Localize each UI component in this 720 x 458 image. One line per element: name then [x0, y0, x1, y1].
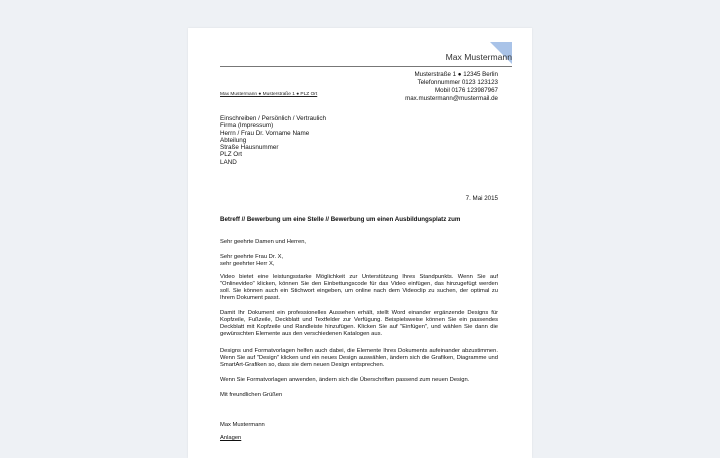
letter-date: 7. Mai 2015	[465, 195, 498, 202]
letter-subject: Betreff // Bewerbung um eine Stelle // Bewerbung um einen Ausbildungsplatz zum	[220, 216, 461, 223]
sender-name: Max Mustermann	[445, 52, 512, 62]
letter-page	[188, 28, 532, 458]
closing: Mit freundlichen Grüßen	[220, 392, 283, 398]
paragraph-word-design: Damit Ihr Dokument ein professionelles Aussehen erhält, stellt Word einander ergänzende Designs für Kopfzeile, Fußzeile, Deckblatt und Textfelder zur Verfügung. Beispielsweise können Sie ein passendes Deckblatt mit Kopfzeile und Randleiste hinzufügen. Klicken Sie auf "Einfügen", und wählen Sie dann die gewünschten Elemente aus den verschiedenen Katalogen aus.	[220, 310, 498, 337]
recipient-line: Firma (Impressum)	[220, 122, 274, 130]
salutation-male: sehr geehrter Herr X,	[220, 261, 275, 267]
attachments-link[interactable]: Anlagen	[220, 435, 242, 441]
recipient-line: Herrn / Frau Dr. Vorname Name	[220, 129, 310, 137]
recipient-line: LAND	[220, 158, 237, 166]
sender-address: Musterstraße 1 ● 12345 Berlin	[414, 71, 498, 78]
paragraph-video: Video bietet eine leistungsstarke Möglichkeit zur Unterstützung Ihres Standpunkts. Wenn Sie auf "Onlinevideo" klicken, können Sie den Einbettungscode für das Video einfügen, das hinzugefügt werden soll. Sie können auch ein Stichwort eingeben, um online nach dem Videoclip zu suchen, der optimal zu Ihrem Dokument passt.	[220, 274, 498, 301]
recipient-block	[220, 115, 326, 166]
recipient-line: Straße Hausnummer	[220, 144, 279, 152]
salutation-female: Sehr geehrte Frau Dr. X,	[220, 254, 284, 260]
sender-email: max.mustermann@mustermail.de	[405, 95, 498, 102]
recipient-line: Abteilung	[220, 136, 247, 144]
header-rule	[220, 66, 512, 67]
paragraph-headings: Wenn Sie Formatvorlagen anwenden, ändern sich die Überschriften passend zum neuen Design.	[220, 377, 470, 383]
recipient-line: PLZ Ort	[220, 151, 243, 159]
salutation-general: Sehr geehrte Damen und Herren,	[220, 239, 307, 245]
signature-name: Max Mustermann	[220, 422, 265, 428]
recipient-line: Einschreiben / Persönlich / Vertraulich	[220, 115, 327, 122]
paragraph-formats: Designs und Formatvorlagen helfen auch dabei, die Elemente Ihres Dokuments aufeinander abzustimmen. Wenn Sie auf "Design" klicken und ein neues Design auswählen, ändern sich die Grafiken, Diagramme und SmartArt-Grafiken so, dass sie dem neuen Design entsprechen.	[220, 348, 498, 368]
return-address-line: Max Mustermann ● Musterstraße 1 ● PLZ Ort	[220, 92, 318, 97]
sender-mobile: Mobil 0176 123987967	[435, 87, 498, 94]
sender-phone: Telefonnummer 0123 123123	[417, 79, 498, 86]
